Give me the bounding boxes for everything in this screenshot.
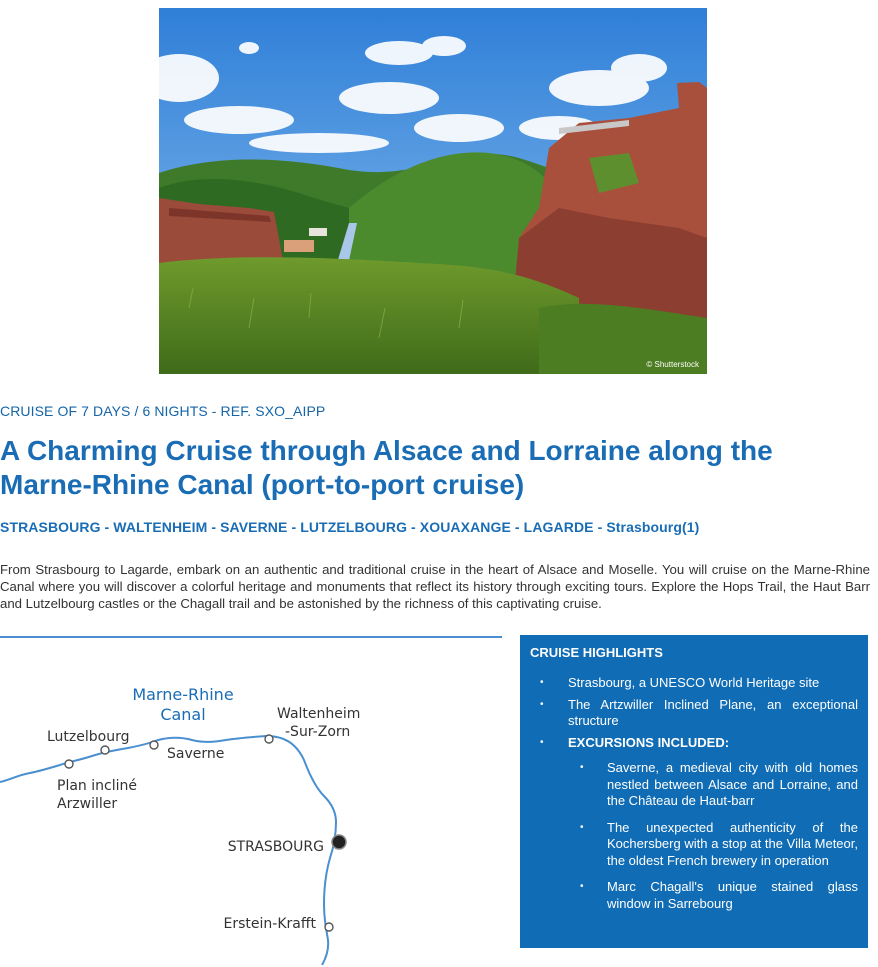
cruise-route: STRASBOURG - WALTENHEIM - SAVERNE - LUTZELBOURG - XOUAXANGE - LAGARDE - Strasbourg(1) (0, 519, 700, 535)
page-title: A Charming Cruise through Alsace and Lorraine along the Marne-Rhine Canal (port-to-port cruise) (0, 435, 773, 500)
highlight-text: The Artzwiller Inclined Plane, an exceptional structure (568, 697, 858, 728)
map-divider (0, 636, 502, 638)
bullet-icon: • (540, 737, 544, 748)
photo-credit: © Shutterstock (646, 360, 699, 369)
excursions-label: EXCURSIONS INCLUDED: (568, 735, 730, 750)
strasbourg-label: STRASBOURG (227, 839, 324, 855)
landscape-illustration (159, 8, 707, 374)
route-map-svg (0, 640, 502, 965)
hero-photo (159, 8, 707, 374)
erstein-label: Erstein-Krafft (223, 916, 316, 932)
waltenheim-marker (265, 735, 273, 743)
canal-label-line2: Canal (160, 705, 206, 724)
highlights-list (530, 675, 858, 912)
bullet-icon: • (580, 881, 584, 892)
bullet-icon: • (540, 699, 544, 710)
excursion-item (568, 760, 858, 810)
bullet-icon: • (540, 677, 544, 688)
excursion-text: Marc Chagall's unique stained glass window in Sarrebourg (607, 879, 858, 911)
excursion-item (568, 879, 858, 912)
saverne-marker (150, 741, 158, 749)
highlights-title: CRUISE HIGHLIGHTS (530, 645, 663, 660)
highlight-text: Strasbourg, a UNESCO World Heritage site (568, 675, 820, 690)
saverne-label: Saverne (167, 746, 225, 762)
cruise-highlights-box (520, 635, 868, 948)
canal-label-line1: Marne-Rhine (132, 685, 234, 704)
excursions-list (568, 760, 858, 912)
cruise-reference: CRUISE OF 7 DAYS / 6 NIGHTS - REF. SXO_AIPP (0, 403, 326, 419)
plan-incline-label-2: Arzwiller (57, 796, 118, 812)
erstein-marker (325, 923, 333, 931)
excursions-item (530, 735, 858, 912)
bullet-icon: • (580, 821, 584, 833)
lutzelbourg-marker (101, 746, 109, 754)
highlight-item (530, 675, 858, 691)
excursion-text: The unexpected authenticity of the Kochersberg with a stop at the Villa Meteor, the oldest French brewery in operation (607, 819, 858, 868)
cruise-intro: From Strasbourg to Lagarde, embark on an authentic and traditional cruise in the heart of Alsace and Moselle. You will cruise on the Marne-Rhine Canal where you will discover a colorful heritage and monuments that reflect its history through exciting tours. Explore the Hops Trail, the Haut Barr and Lutzelbourg castles or the Chagall trail and be astonished by the richness of this captivating cruise. (0, 562, 870, 611)
lutzelbourg-label: Lutzelbourg (47, 729, 130, 745)
excursion-item (568, 820, 858, 870)
plan-incline-label-1: Plan incliné (57, 778, 137, 794)
strasbourg-marker (332, 835, 346, 849)
route-map (0, 640, 502, 965)
excursion-text: Saverne, a medieval city with old homes nestled between Alsace and Lorraine, and the Château de Haut-barr (607, 760, 858, 808)
plan-incline-marker (65, 760, 73, 768)
highlight-item (530, 697, 858, 729)
waltenheim-label-2: -Sur-Zorn (285, 724, 351, 740)
waltenheim-label-1: Waltenheim (277, 706, 361, 722)
bullet-icon: • (580, 762, 584, 773)
